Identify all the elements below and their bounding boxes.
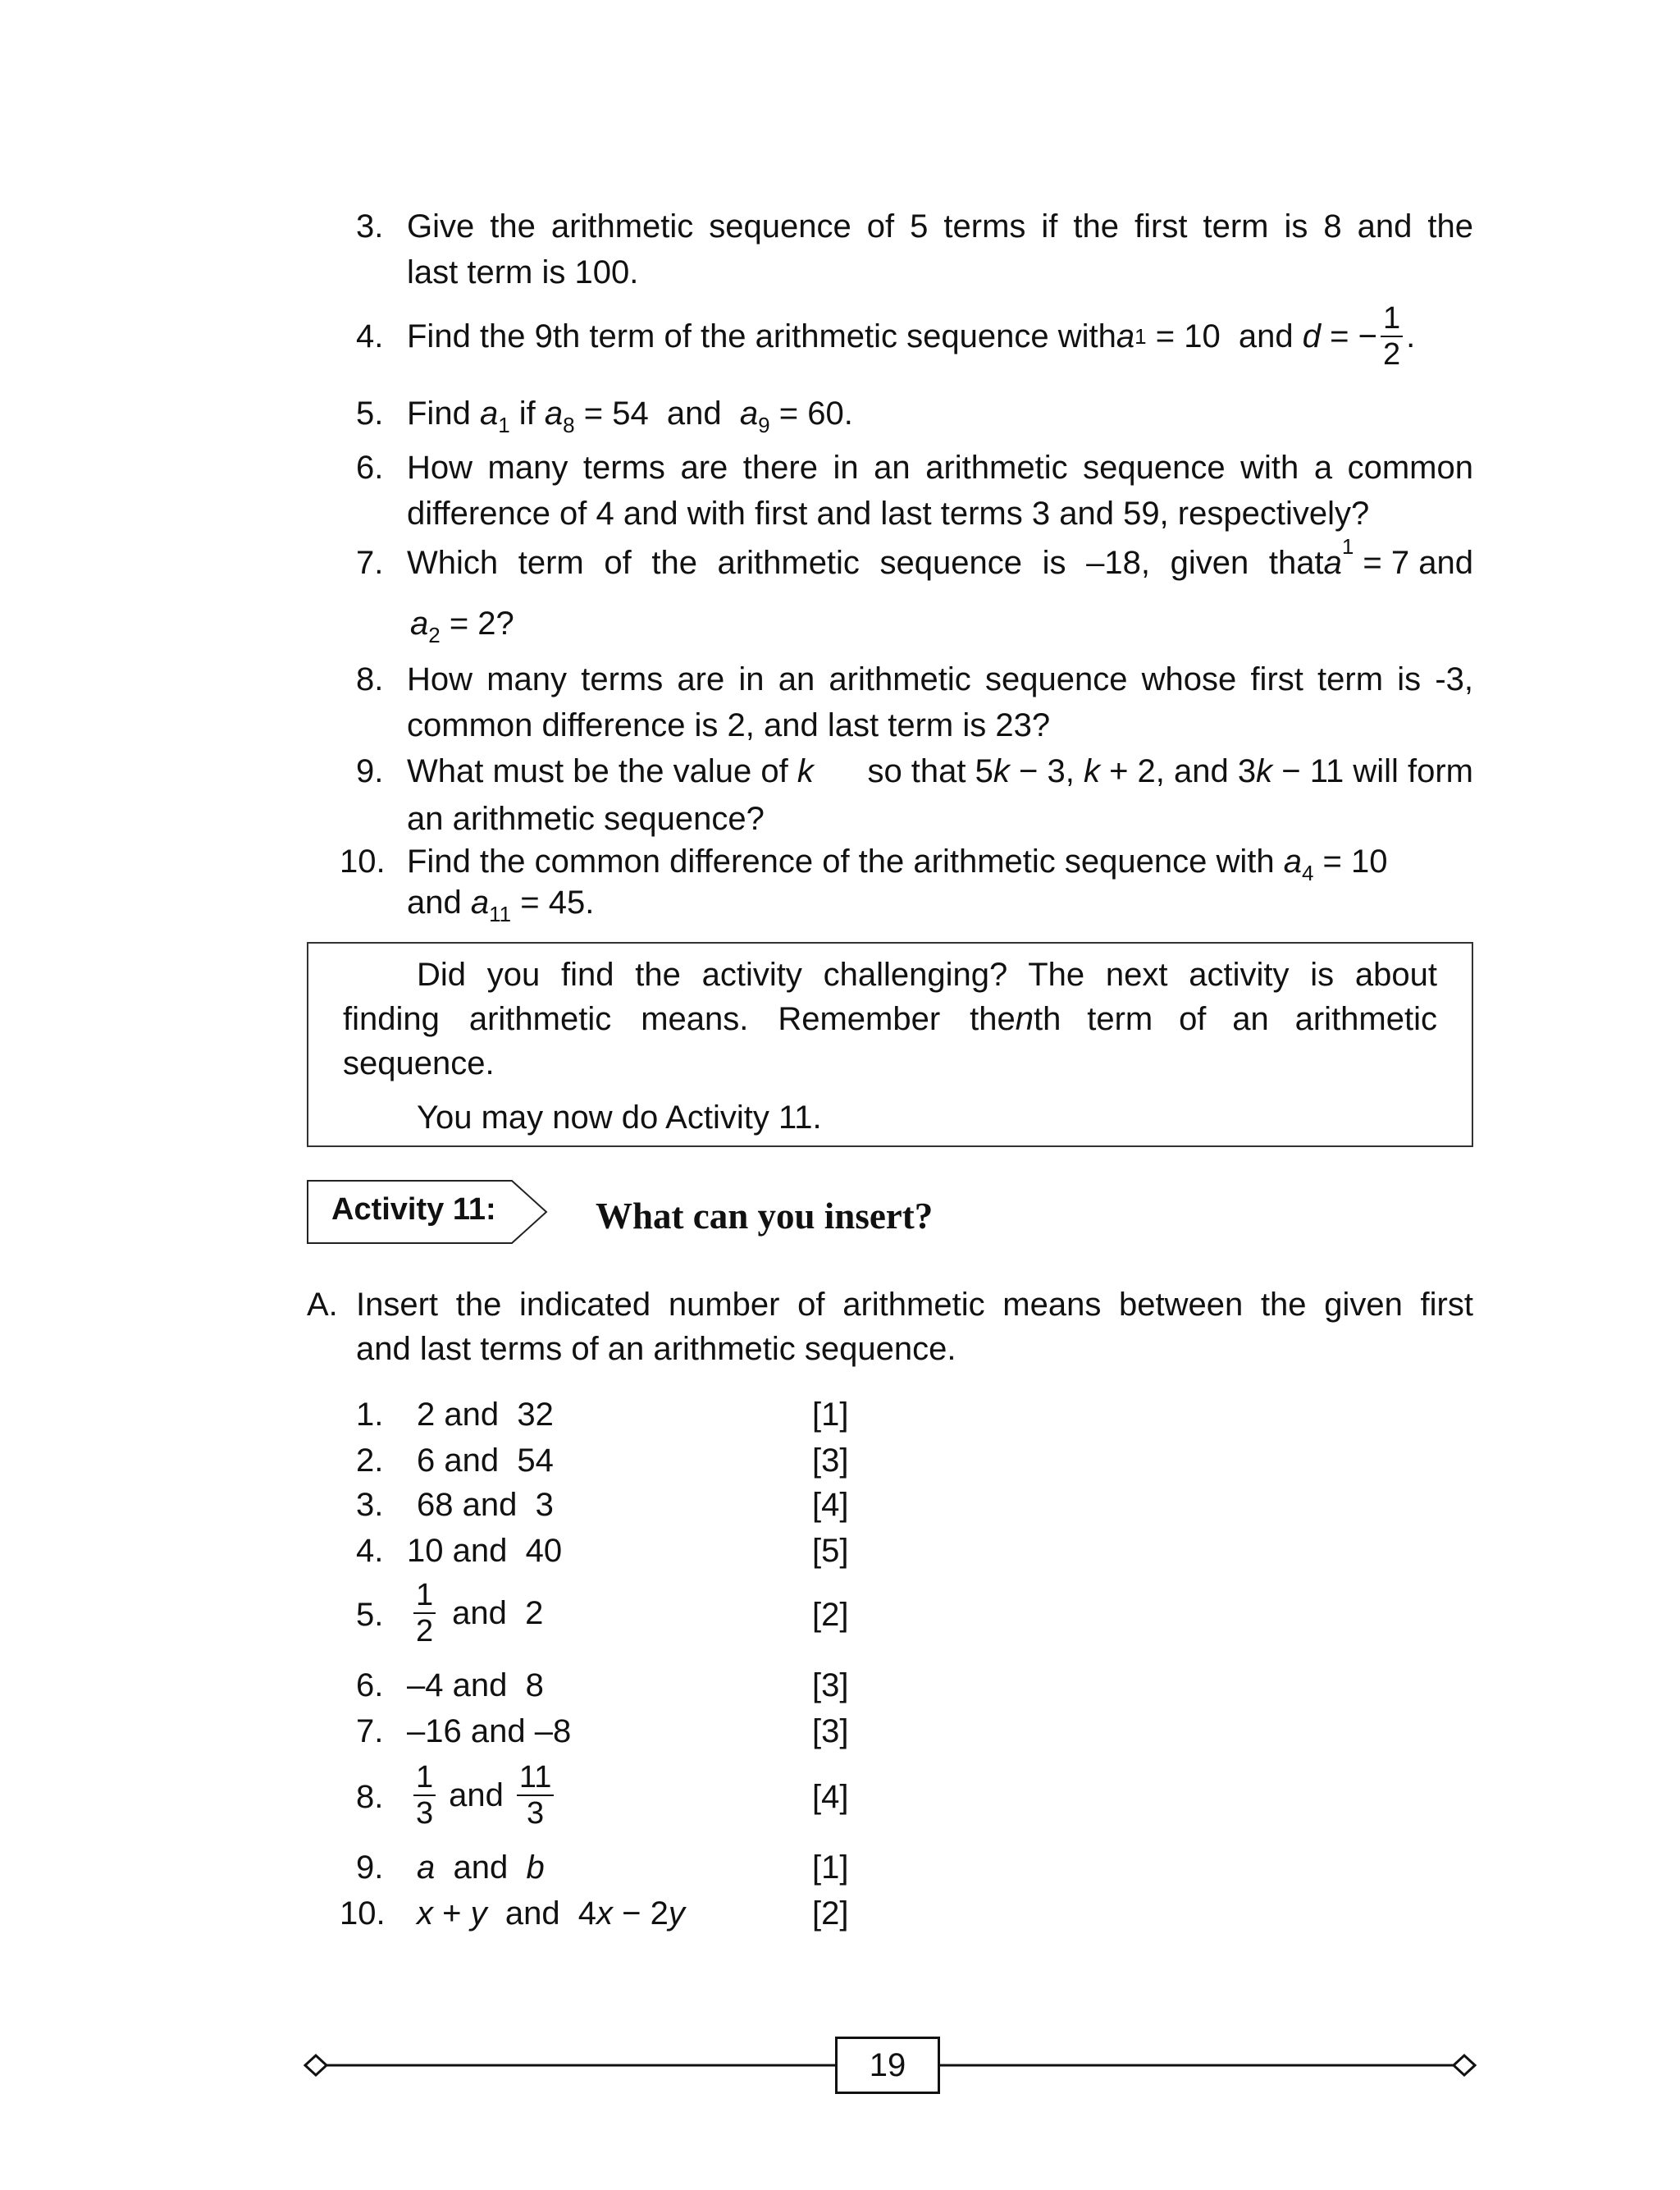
question-7-number: 7.: [356, 545, 384, 581]
item-10-x: x: [417, 1895, 433, 1932]
item-6-count: [3]: [812, 1667, 849, 1703]
q5-a1-subscript: 1: [498, 413, 510, 437]
item-10-number: 10.: [340, 1895, 386, 1932]
question-3-number: 3.: [356, 208, 384, 245]
item-8-and: and: [449, 1777, 504, 1813]
item-3-text: 68 and 3: [417, 1487, 554, 1523]
note-n-variable: n: [1015, 1001, 1034, 1037]
item-10-x2: x: [596, 1895, 614, 1932]
q5-a9-subscript: 9: [758, 413, 770, 437]
item-8-frac2-denominator: 3: [527, 1796, 545, 1831]
item-9-text: [417, 1851, 545, 1884]
item-8-frac2-numerator: 11: [517, 1762, 554, 1796]
question-10-number: 10.: [340, 844, 386, 880]
item-8-frac1-denominator: 3: [416, 1796, 434, 1831]
q4-frac-numerator: 1: [1381, 303, 1403, 337]
question-6-number: 6.: [356, 450, 384, 486]
q4-frac-denominator: 2: [1382, 337, 1401, 372]
q4-period: .: [1406, 318, 1416, 354]
question-10-line-1: [407, 844, 1388, 885]
question-10-line-2: [407, 885, 595, 926]
q5-a8-variable: a: [544, 395, 564, 432]
question-8-line-1: How many terms are in an arithmetic sequence whose first term is -3,: [407, 661, 1473, 697]
item-8-fraction-2: [517, 1762, 554, 1829]
footer-right-diamond-icon: [1454, 2055, 1475, 2075]
item-9-count: [1]: [812, 1849, 849, 1886]
question-7-line-1: [407, 534, 1473, 581]
item-2-text: 6 and 54: [417, 1442, 554, 1479]
q9-k-variable-2: k: [993, 753, 1010, 789]
question-9-number: 9.: [356, 753, 384, 789]
item-7-number: 7.: [356, 1713, 384, 1749]
question-6-line-1: How many terms are there in an arithmetic sequence with a common: [407, 450, 1473, 486]
q4-a-value: = 10: [1146, 318, 1230, 354]
item-6-number: 6.: [356, 1667, 384, 1703]
item-10-y: y: [470, 1895, 487, 1932]
item-8-frac1-numerator: 1: [413, 1762, 436, 1796]
q10-a11-subscript: 11: [489, 902, 512, 926]
q10-a4-subscript: 4: [1301, 861, 1314, 885]
q7-text: Which term of the arithmetic sequence is –18, given that: [407, 545, 1324, 581]
item-10-plus: +: [433, 1895, 471, 1932]
note-line-1: Did you find the activity challenging? The next activity is about: [417, 957, 1437, 993]
part-a-line-2: and last terms of an arithmetic sequence.: [356, 1331, 956, 1367]
q9-k-variable-3: k: [1083, 753, 1100, 789]
q7-a1-subscript: 1: [1341, 534, 1354, 559]
item-10-text: [417, 1897, 685, 1930]
item-3-number: 3.: [356, 1487, 384, 1523]
q9-text-e: − 11 will form: [1272, 753, 1473, 789]
q7-and: and: [1409, 545, 1473, 581]
question-9-line-2: an arithmetic sequence?: [407, 801, 765, 837]
item-1-number: 1.: [356, 1397, 384, 1433]
item-8-count: [4]: [812, 1779, 849, 1815]
item-4-text: 10 and 40: [407, 1533, 563, 1569]
question-8-line-2: common difference is 2, and last term is 23?: [407, 707, 1051, 743]
item-5-frac-denominator: 2: [416, 1614, 434, 1648]
item-5-text: [410, 1574, 543, 1653]
item-7-text: –16 and –8: [407, 1713, 572, 1749]
q4-and: and: [1229, 318, 1303, 354]
item-5-frac-numerator: 1: [413, 1580, 436, 1614]
q5-if: if: [509, 395, 545, 432]
part-a-line-1: Insert the indicated number of arithmetic means between the given first: [356, 1287, 1473, 1323]
q9-part-2: [858, 755, 1473, 788]
part-a-letter: A.: [307, 1287, 338, 1323]
q7-a2-subscript: 2: [428, 623, 441, 647]
item-10-y2: y: [668, 1895, 685, 1932]
footer-left-diamond-icon: [305, 2055, 326, 2075]
question-9-line-1: [407, 755, 1473, 788]
q4-fraction: [1381, 303, 1403, 370]
note-line-2b: th term of an arithmetic: [1034, 1001, 1437, 1037]
note-line-3: sequence.: [343, 1045, 495, 1081]
q5-find: Find: [407, 395, 480, 432]
item-10-and: and 4: [486, 1895, 597, 1932]
q5-a8-value: = 54: [574, 395, 649, 432]
item-9-number: 9.: [356, 1849, 384, 1886]
q10-a4-value: = 10: [1313, 844, 1388, 880]
item-2-number: 2.: [356, 1442, 384, 1479]
q5-and: and: [648, 395, 740, 432]
question-6-line-2: difference of 4 and with first and last terms 3 and 59, respectively?: [407, 496, 1370, 532]
q9-text-b: so that 5: [858, 753, 993, 789]
question-3-line-1: Give the arithmetic sequence of 5 terms if the first term is 8 and the: [407, 208, 1473, 245]
item-5-and: and 2: [452, 1595, 544, 1631]
q4-a-variable: a: [1116, 318, 1135, 354]
item-9-and: and: [435, 1849, 527, 1886]
item-3-count: [4]: [812, 1487, 849, 1523]
item-10-minus: − 2: [613, 1895, 669, 1932]
activity-title: What can you insert?: [596, 1196, 934, 1237]
question-5-number: 5.: [356, 395, 384, 432]
page-number: 19: [835, 2037, 940, 2094]
q4-d-equals: = −: [1321, 318, 1377, 354]
item-2-count: [3]: [812, 1442, 849, 1479]
q5-a9-value: = 60.: [769, 395, 853, 432]
item-5-count: [2]: [812, 1597, 849, 1633]
q7-a2-value: = 2?: [440, 606, 514, 642]
item-7-count: [3]: [812, 1713, 849, 1749]
activity-label: Activity 11:: [331, 1192, 496, 1227]
item-5-number: 5.: [356, 1597, 384, 1633]
item-8-text: [410, 1756, 557, 1835]
q10-a11-variable: a: [470, 885, 490, 921]
q7-a1-variable: a: [1323, 545, 1342, 581]
q9-text-d: + 2, and 3: [1099, 753, 1257, 789]
item-6-text: –4 and 8: [407, 1667, 544, 1703]
item-4-count: [5]: [812, 1533, 849, 1569]
item-9-b: b: [526, 1849, 545, 1886]
note-line-2: [343, 1003, 1437, 1036]
q4-d-variable: d: [1302, 318, 1322, 354]
q5-a8-subscript: 8: [563, 413, 575, 437]
note-line-2a: finding arithmetic means. Remember the: [343, 1001, 1016, 1037]
item-9-a: a: [417, 1849, 436, 1886]
item-8-number: 8.: [356, 1779, 384, 1815]
q9-text-c: − 3,: [1009, 753, 1084, 789]
item-1-count: [1]: [812, 1397, 849, 1433]
item-10-count: [2]: [812, 1895, 849, 1932]
q5-a1-variable: a: [479, 395, 499, 432]
q5-a9-variable: a: [739, 395, 759, 432]
question-7-line-2: [410, 606, 514, 647]
note-line-4: You may now do Activity 11.: [417, 1100, 822, 1136]
question-4-number: 4.: [356, 318, 384, 354]
q10-a11-value: = 45.: [511, 885, 595, 921]
q10-text: Find the common difference of the arithmetic sequence with: [407, 844, 1284, 880]
q7-a2-variable: a: [410, 606, 429, 642]
question-4-text: Find the 9th term of the arithmetic sequence with: [407, 318, 1116, 354]
question-3-line-2: last term is 100.: [407, 254, 639, 290]
question-5-line: [407, 395, 853, 437]
q10-and: and: [407, 885, 471, 921]
item-1-text: 2 and 32: [417, 1397, 554, 1433]
item-8-fraction-1: [413, 1762, 436, 1829]
q7-a1-value: = 7: [1354, 545, 1410, 581]
q9-text-a: What must be the value of: [407, 753, 797, 789]
q9-part-1: [407, 755, 814, 788]
question-4-line: Find the 9th term of the arithmetic sequence with a 1 = 10 and d = − $\frac{1}{2}$ .: [407, 301, 1416, 372]
q9-k-variable-4: k: [1256, 753, 1273, 789]
item-5-fraction: [413, 1580, 436, 1647]
q10-a4-variable: a: [1283, 844, 1302, 880]
q9-k-variable: k: [797, 753, 814, 789]
question-8-number: 8.: [356, 661, 384, 697]
item-4-number: 4.: [356, 1533, 384, 1569]
